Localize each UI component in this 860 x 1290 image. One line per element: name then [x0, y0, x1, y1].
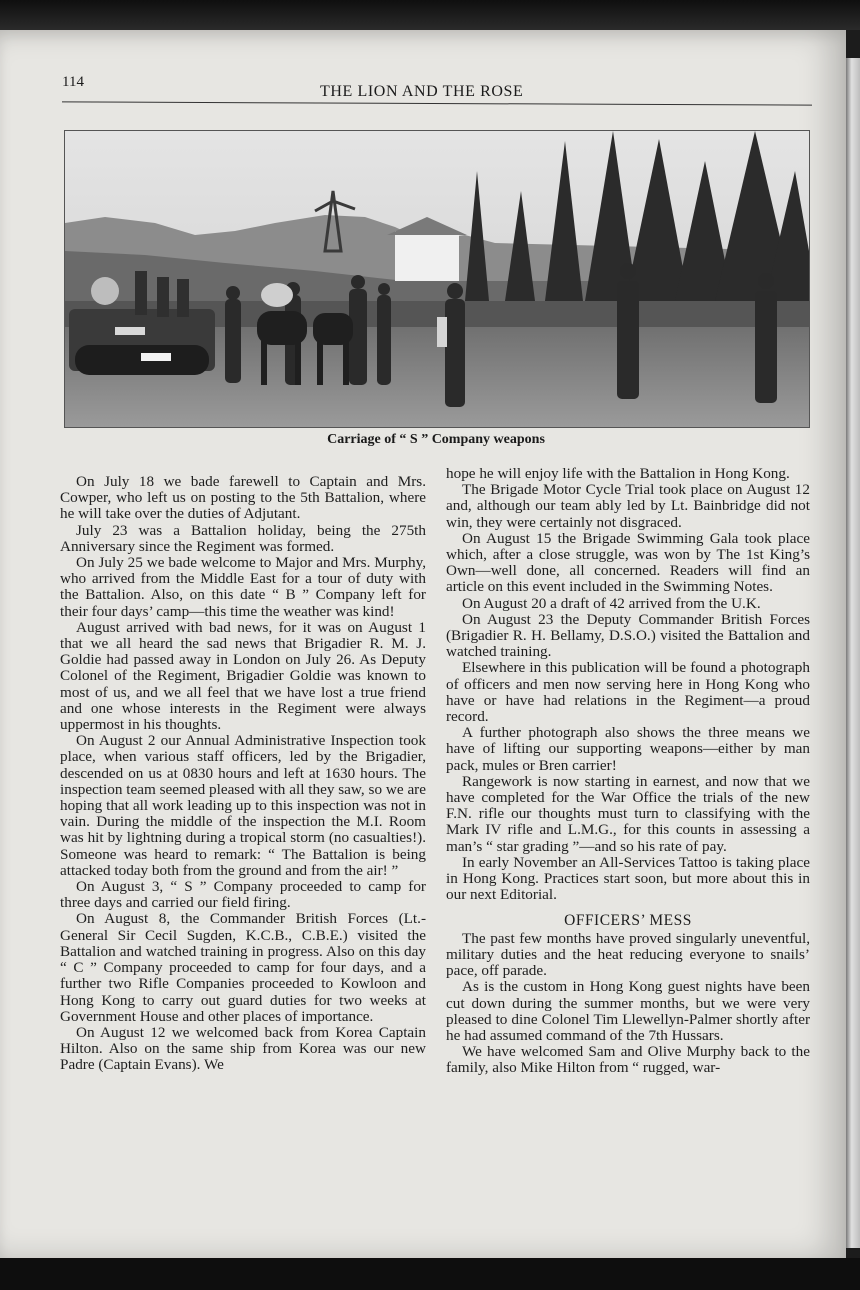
paragraph: On August 23 the Deputy Commander British Forces (Brigadier R. H. Bellamy, D.S.O.) visited the Battalion and watched training.	[446, 610, 810, 661]
page-top-edge	[0, 0, 860, 30]
paragraph: hope he will enjoy life with the Battalion in Hong Kong.	[446, 465, 790, 482]
paragraph: On August 20 a draft of 42 arrived from the U.K.	[462, 594, 761, 612]
bren-carrier-plate	[141, 353, 171, 361]
paragraph: The Brigade Motor Cycle Trial took place on August 12 and, although our team ably led by Lt. Bainbridge did not win, they were certainly not disgraced.	[446, 481, 810, 531]
page-bottom-edge	[0, 1258, 860, 1290]
building	[395, 231, 459, 281]
paragraph: In early November an All-Services Tattoo is taking place in Hong Kong. Practices start soon, but more about this in our next Editorial.	[446, 853, 810, 904]
photo-caption: Carriage of “ S ” Company weapons	[327, 432, 545, 447]
paragraph: On July 18 we bade farewell to Captain and Mrs. Cowper, who left us on posting to the 5th Battalion, where he will take over the duties of Adjutant.	[60, 473, 426, 523]
facing-page-edge	[846, 58, 860, 1248]
section-heading-officers-mess: OFFICERS’ MESS	[564, 912, 692, 930]
paragraph: As is the custom in Hong Kong guest nights have been cut down during the summer months, but we were very pleased to dine Colonel Tim Llewellyn-Palmer shortly after he had assumed command of the 7th Hussars.	[446, 978, 810, 1044]
paragraph: On August 8, the Commander British Forces (Lt.-General Sir Cecil Sugden, K.C.B., C.B.E.) visited the Battalion and watched training in progress. Also on this day “ C ” Company proceeded to camp for four days, and a further two Rifle Companies proceeded to Kowloon and Hong Kong to carry out guard duties for two weeks at Government House and other places of importance.	[60, 910, 426, 1025]
paragraph: On July 25 we bade welcome to Major and Mrs. Murphy, who arrived from the Middle East for a tour of duty with the Battalion. Also, on this date “ B ” Company left for their four days’ camp—this time the weather was kind!	[60, 554, 426, 620]
paragraph: The past few months have proved singularly uneventful, military duties and the heat reducing everyone to snails’ pace, off parade.	[446, 929, 810, 980]
soldier-highlight	[437, 317, 447, 347]
running-title: THE LION AND THE ROSE	[320, 83, 524, 100]
paragraph: On August 3, “ S ” Company proceeded to camp for three days and carried our field firing.	[60, 878, 426, 912]
paragraph: August arrived with bad news, for it was on August 1 that we all heard the sad news that Brigadier R. M. J. Goldie had passed away in London on July 26. As Deputy Colonel of the Regiment, Brigadier Goldie was known to most of us, and we all feel that we have lost a true friend and one whose interests in the Regiment were always uppermost in his thoughts.	[60, 618, 426, 734]
paragraph: On August 12 we welcomed back from Korea Captain Hilton. Also on the same ship from Korea was our new Padre (Captain Evans). We	[60, 1023, 426, 1074]
paragraph: Elsewhere in this publication will be found a photograph of officers and men now serving here in Hong Kong who have or have had relations in the Regiment—a proud record.	[446, 659, 810, 726]
left-column	[60, 474, 426, 1074]
paragraph: We have welcomed Sam and Olive Murphy back to the family, also Mike Hilton from “ rugged, war-	[446, 1043, 810, 1077]
photo-illustration	[65, 131, 809, 427]
paragraph: Rangework is now starting in earnest, and now that we have completed for the War Office the trials of the new F.N. rifle our thoughts must turn to classifying with the Mark IV rifle and L.M.G., for this counts in assessing a man’s “ star grading ”—and so his rate of pay.	[446, 772, 810, 855]
right-column	[446, 466, 810, 1077]
paragraph: On August 2 our Annual Administrative Inspection took place, when various staff officers, led by the Brigadier, descended on us at 0830 hours and left at 1630 hours. The inspection team seemed pleased with all they saw, so we are hoping that all work leading up to this inspection was not in vain. During the middle of the inspection the M.I. Room was hit by lightning during a tropical storm (no casualties!). Someone was heard to remark: “ The Battalion is being attacked today both from the ground and from the air! ”	[60, 732, 426, 879]
paragraph: July 23 was a Battalion holiday, being the 275th Anniversary since the Regiment was formed.	[60, 521, 426, 555]
page-number: 114	[62, 74, 84, 90]
paragraph: A further photograph also shows the three means we have of lifting our supporting weapons—either by man pack, mules or Bren carrier!	[446, 724, 810, 774]
paragraph: On August 15 the Brigade Swimming Gala took place which, after a close struggle, was won by The 1st King’s Own—well done, all concerned. Readers will find an article on this event included in the Swimming Notes.	[446, 529, 810, 596]
photograph-soldiers-with-weapons	[64, 130, 810, 428]
